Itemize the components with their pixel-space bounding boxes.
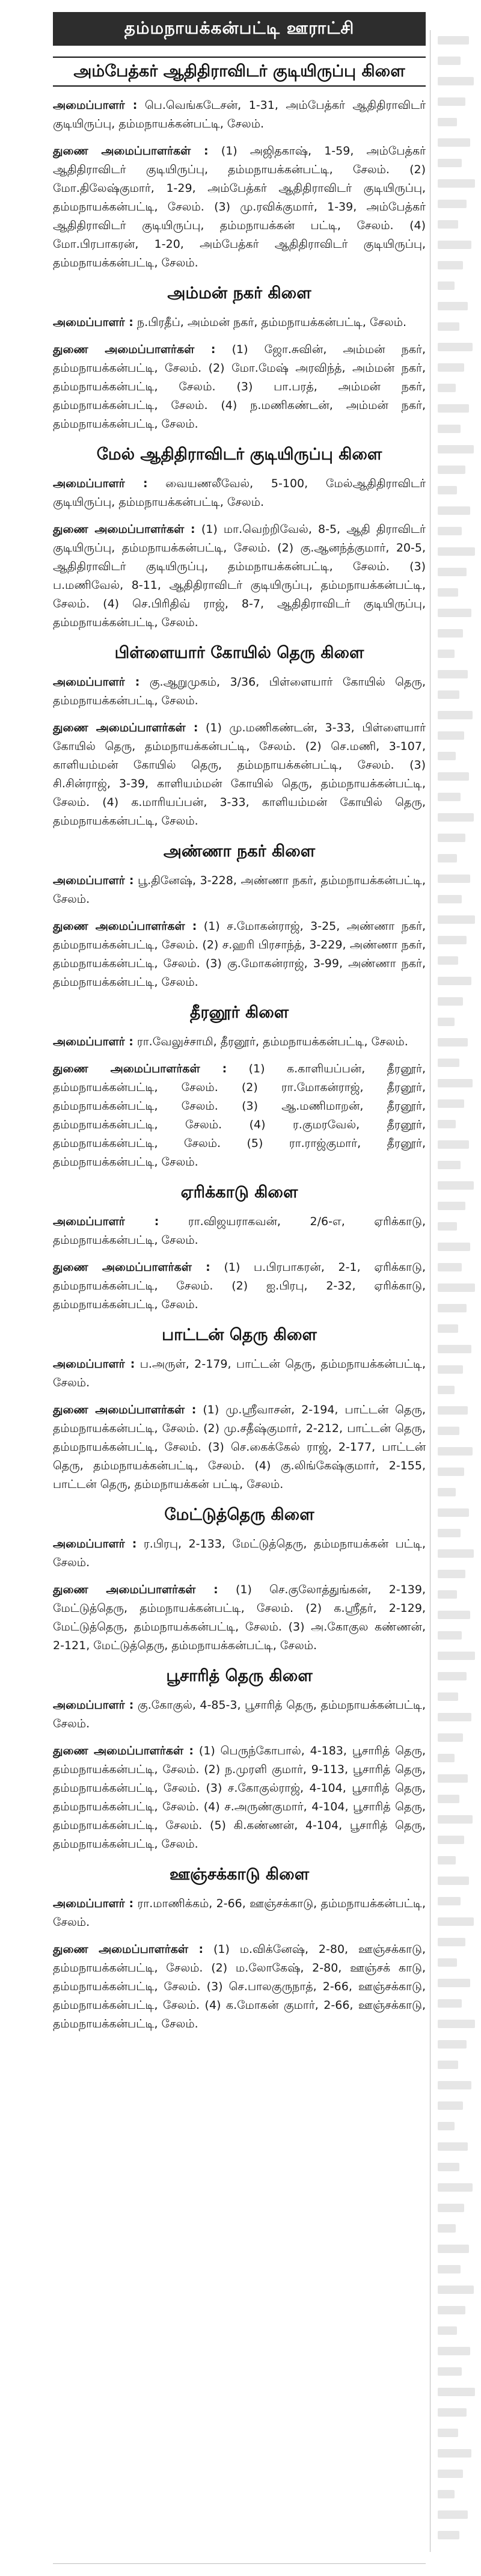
role-label: துணை அமைப்பாளர்கள் : xyxy=(53,1403,197,1416)
branch-title: மேல் ஆதிதிராவிடர் குடியிருப்பு கிளை xyxy=(96,445,382,464)
text-fragment xyxy=(438,2408,467,2417)
text-fragment xyxy=(438,2163,459,2171)
text-fragment xyxy=(438,1181,474,1190)
organizer-entry xyxy=(53,871,426,909)
text-fragment xyxy=(438,1570,465,1578)
role-label: துணை அமைப்பாளர்கள் : xyxy=(53,343,216,356)
member-details: ந.பிரதீப், அம்மன் நகர், தம்மநாயக்கன்பட்டி, சேலம். xyxy=(136,316,407,329)
organizer-entry xyxy=(53,475,426,512)
branch-section xyxy=(53,841,426,992)
organizer-entry xyxy=(53,1033,426,1051)
deputy-organizers-entry xyxy=(53,917,426,992)
text-fragment xyxy=(438,1120,456,1128)
role-label: துணை அமைப்பாளர்கள் : xyxy=(53,1744,194,1757)
text-fragment xyxy=(438,568,467,576)
text-fragment xyxy=(438,2142,468,2151)
text-fragment xyxy=(438,1774,468,1783)
text-fragment xyxy=(438,2101,463,2110)
text-fragment xyxy=(438,2490,455,2498)
text-fragment xyxy=(438,793,461,801)
member-details: கு.கோகுல், 4-85-3, பூசாரித் தெரு, தம்மநாயக்கன்பட்டி, சேலம். xyxy=(53,1698,426,1730)
branch-section xyxy=(53,643,426,831)
text-fragment xyxy=(438,813,474,822)
text-fragment xyxy=(438,1345,471,1353)
role-label: அமைப்பாளர் : xyxy=(53,1215,159,1228)
text-fragment xyxy=(438,2224,456,2233)
branch-section xyxy=(53,1864,426,2033)
member-details: ப.அருள், 2-179, பாட்டன் தெரு, தம்மநாயக்கன்பட்டி, சேலம். xyxy=(53,1357,426,1389)
deputy-organizers-entry xyxy=(53,1401,426,1494)
text-fragment xyxy=(438,302,468,310)
text-fragment xyxy=(438,936,467,944)
text-fragment xyxy=(438,2470,463,2478)
article-column xyxy=(53,12,426,2562)
role-label: துணை அமைப்பாளர்கள் : xyxy=(53,721,198,734)
text-fragment xyxy=(438,261,463,269)
member-details: (1) மு.மணிகண்டன், 3-33, பிள்ளையார் கோயில் தெரு, தம்மநாயக்கன்பட்டி, சேலம். (2) செ.மணி, 3-107, காளியம்மன் கோயில் தெரு, தம்மநாயக்கன்பட்டி, சேலம். (3) சி.சின்ராஜ், 3-39, காளியம்மன் கோயில் தெரு, தம்மநாயக்கன்பட்டி, சேலம். (4) க.மாரியப்பன், 3-33, காளியம்மன் கோயில் தெரு, தம்மநாயக்கன்பட்டி, சேலம். xyxy=(53,721,426,828)
text-fragment xyxy=(438,1263,462,1271)
text-fragment xyxy=(438,2204,464,2212)
branch-title: அண்ணா நகர் கிளை xyxy=(163,842,316,861)
panchayat-title: தம்மநாயக்கன்பட்டி ஊராட்சி xyxy=(124,17,355,38)
text-fragment xyxy=(438,2347,470,2355)
deputy-organizers-entry xyxy=(53,142,426,272)
deputy-organizers-entry xyxy=(53,1742,426,1854)
text-fragment xyxy=(438,854,457,862)
text-fragment xyxy=(438,1979,470,1987)
text-fragment xyxy=(438,1018,455,1026)
role-label: துணை அமைப்பாளர்கள் : xyxy=(53,1062,227,1075)
panchayat-header xyxy=(53,12,426,46)
text-fragment xyxy=(438,200,467,208)
deputy-organizers-entry xyxy=(53,1581,426,1655)
branch-title: அம்மன் நகர் கிளை xyxy=(167,284,311,303)
text-fragment xyxy=(438,445,474,453)
bottom-rule xyxy=(53,2563,426,2564)
text-fragment xyxy=(438,711,473,719)
text-fragment xyxy=(438,956,458,965)
text-fragment xyxy=(438,1406,468,1415)
text-fragment xyxy=(438,547,475,556)
text-fragment xyxy=(438,772,469,781)
text-fragment xyxy=(438,629,463,638)
member-details: (1) ப.பிரபாகரன், 2-1, ஏரிக்காடு, தம்மநாயக்கன்பட்டி, சேலம். (2) ஐ.பிரபு, 2-32, ஏரிக்காடு, தம்மநாயக்கன்பட்டி, சேலம். xyxy=(53,1261,426,1311)
text-fragment xyxy=(438,77,474,85)
text-fragment xyxy=(438,752,456,760)
deputy-organizers-entry xyxy=(53,1940,426,2033)
text-fragment xyxy=(438,2531,459,2539)
text-fragment xyxy=(438,57,461,65)
branch-section xyxy=(53,1182,426,1314)
deputy-organizers-entry xyxy=(53,719,426,831)
text-fragment xyxy=(438,2265,461,2273)
text-fragment xyxy=(438,875,470,883)
role-label: அமைப்பாளர் : xyxy=(53,477,148,490)
text-fragment xyxy=(438,1243,470,1251)
branch-title: அம்பேத்கர் ஆதிதிராவிடர் குடியிருப்பு கிளை xyxy=(53,57,426,87)
text-fragment xyxy=(438,2286,474,2294)
text-fragment xyxy=(438,1508,469,1517)
role-label: துணை அமைப்பாளர்கள் : xyxy=(53,523,195,536)
text-fragment xyxy=(438,1917,474,1926)
text-fragment xyxy=(438,1447,473,1456)
member-details: கு.ஆறுமுகம், 3/36, பிள்ளையார் கோயில் தெரு, தம்மநாயக்கன்பட்டி, சேலம். xyxy=(53,675,426,707)
text-fragment xyxy=(438,281,455,290)
member-details: ர.பிரபு, 2-133, மேட்டுத்தெரு, தம்மநாயக்கன் பட்டி, சேலம். xyxy=(53,1537,426,1569)
role-label: அமைப்பாளர் : xyxy=(53,1357,135,1371)
text-fragment xyxy=(438,1202,465,1210)
text-fragment xyxy=(438,179,475,188)
text-fragment xyxy=(438,2081,471,2089)
text-fragment xyxy=(438,1468,464,1476)
organizer-entry xyxy=(53,673,426,710)
organizer-entry xyxy=(53,1696,426,1733)
branch-title: ஏரிக்காடு கிளை xyxy=(180,1183,298,1202)
role-label: துணை அமைப்பாளர்கள் : xyxy=(53,1261,210,1274)
member-details: பூ.தினேஷ், 3-228, அண்ணா நகர், தம்மநாயக்கன்பட்டி, சேலம். xyxy=(53,874,426,906)
text-fragment xyxy=(438,1365,463,1374)
text-fragment xyxy=(438,1099,464,1108)
text-fragment xyxy=(438,670,468,678)
text-fragment xyxy=(438,1529,461,1537)
text-fragment xyxy=(438,1754,455,1762)
deputy-organizers-entry xyxy=(53,340,426,434)
text-fragment xyxy=(438,466,465,474)
role-label: அமைப்பாளர் : xyxy=(53,675,140,689)
text-fragment xyxy=(438,159,462,167)
text-fragment xyxy=(438,322,459,331)
text-fragment xyxy=(438,1877,469,1885)
branch-section xyxy=(53,444,426,632)
text-fragment xyxy=(438,1631,462,1640)
text-fragment xyxy=(438,384,456,392)
organizer-entry xyxy=(53,96,426,134)
branch-section xyxy=(53,283,426,434)
adjacent-column-fragment xyxy=(434,0,481,2576)
role-label: துணை அமைப்பாளர்கள் : xyxy=(53,920,197,933)
text-fragment xyxy=(438,2429,458,2437)
text-fragment xyxy=(438,118,457,126)
member-details: (1) பெருந்கோபால், 4-183, பூசாரித் தெரு, தம்மநாயக்கன்பட்டி, சேலம். (2) ந.முரளி குமார், 9-113, பூசாரித் தெரு, தம்மநாயக்கன்பட்டி, சேலம். (3) ச.கோகுல்ராஜ், 4-104, பூசாரித் தெரு, தம்மநாயக்கன்பட்டி, சேலம். (4) ச.அருண்குமார், 4-104, பூசாரித் தெரு, தம்மநாயக்கன்பட்டி, சேலம். (5) கி.கண்ணன், 4-104, பூசாரித் தெரு, தம்மநாயக்கன்பட்டி, சேலம். xyxy=(53,1744,426,1851)
role-label: துணை அமைப்பாளர்கள் : xyxy=(53,1583,218,1596)
text-fragment xyxy=(438,2326,457,2335)
role-label: அமைப்பாளர் : xyxy=(53,1897,134,1910)
branch-list xyxy=(53,57,426,2033)
text-fragment xyxy=(438,486,457,494)
role-label: அமைப்பாளர் : xyxy=(53,316,133,329)
role-label: துணை அமைப்பாளர்கள் : xyxy=(53,144,209,158)
text-fragment xyxy=(438,1222,457,1231)
branch-title: மேட்டுத்தெரு கிளை xyxy=(164,1505,314,1524)
text-fragment xyxy=(438,1283,475,1292)
text-fragment xyxy=(438,1549,474,1558)
organizer-entry xyxy=(53,1213,426,1250)
text-fragment xyxy=(438,1059,459,1067)
text-fragment xyxy=(438,2367,462,2376)
branch-title: பாட்டன் தெரு கிளை xyxy=(162,1326,317,1344)
text-fragment xyxy=(438,220,458,229)
text-fragment xyxy=(438,1713,471,1721)
deputy-organizers-entry xyxy=(53,520,426,632)
text-fragment xyxy=(438,343,473,351)
text-fragment xyxy=(438,1897,461,1905)
deputy-organizers-entry xyxy=(53,1258,426,1314)
text-fragment xyxy=(438,36,469,45)
member-details: (1) அஜிதகாஷ், 1-59, அம்பேத்கர் ஆதிதிராவிடர் குடியிருப்பு, தம்மநாயக்கன்பட்டி, சேலம். (2) மோ.திலேஷ்குமார், 1-29, அம்பேத்கர் ஆதிதிராவிடர் குடியிருப்பு, தம்மநாயக்கன்பட்டி, சேலம். (3) மு.ரவிக்குமார், 1-39, அம்பேத்கர் ஆதிதிராவிடர் குடியிருப்பு, தம்மநாயக்கன் பட்டி, சேலம். (4) மோ.பிரபாகரன், 1-20, அம்பேத்கர் ஆதிதிராவிடர் குடியிருப்பு, தம்மநாயக்கன்பட்டி, சேலம். xyxy=(53,144,426,269)
organizer-entry xyxy=(53,1895,426,1932)
text-fragment xyxy=(438,1611,470,1619)
text-fragment xyxy=(438,2122,455,2130)
branch-section xyxy=(53,1505,426,1655)
text-fragment xyxy=(438,1079,473,1087)
branch-title: ஊஞ்சக்காடு கிளை xyxy=(169,1865,310,1884)
role-label: அமைப்பாளர் : xyxy=(53,1537,137,1551)
member-details: (1) க.காளியப்பன், தீரனூர், தம்மநாயக்கன்பட்டி, சேலம். (2) ரா.மோகன்ராஜ், தீரனூர், தம்மநாயக்கன்பட்டி, சேலம். (3) ஆ.மணிமாறன், தீரனூர், தம்மநாயக்கன்பட்டி, சேலம். (4) ர.குமரவேல், தீரனூர், தம்மநாயக்கன்பட்டி, சேலம். (5) ரா.ராஜ்குமார், தீரனூர், தம்மநாயக்கன்பட்டி, சேலம். xyxy=(53,1062,426,1169)
text-fragment xyxy=(438,2388,475,2396)
text-fragment xyxy=(438,1427,459,1435)
organizer-entry xyxy=(53,1535,426,1572)
text-fragment xyxy=(438,404,469,413)
role-label: அமைப்பாளர் : xyxy=(53,99,138,112)
text-fragment xyxy=(438,1488,456,1496)
role-label: அமைப்பாளர் : xyxy=(53,874,134,887)
branch-title: பூசாரித் தெரு கிளை xyxy=(166,1667,313,1685)
member-details: (1) ஜோ.சுவின், அம்மன் நகர், தம்மநாயக்கன்பட்டி, சேலம். (2) மோ.மேஷ் அரவிந்த், அம்மன் நகர், தம்மநாயக்கன்பட்டி, சேலம். (3) பா.பரத், அம்மன் நகர், தம்மநாயக்கன்பட்டி, சேலம். (4) ந.மணிகண்டன், அம்மன் நகர், தம்மநாயக்கன்பட்டி, சேலம். xyxy=(53,343,426,431)
text-fragment xyxy=(438,527,462,535)
member-details: (1) ச.மோகன்ராஜ், 3-25, அண்ணா நகர், தம்மநாயக்கன்பட்டி, சேலம். (2) ச.ஹரி பிரசாந்த், 3-229, அண்ணா நகர், தம்மநாயக்கன்பட்டி, சேலம். (3) கு.மோகன்ராஜ், 3-99, அண்ணா நகர், தம்மநாயக்கன்பட்டி, சேலம். xyxy=(53,920,426,989)
text-fragment xyxy=(438,1161,461,1169)
text-fragment xyxy=(438,1999,462,2008)
text-fragment xyxy=(438,1590,457,1599)
text-fragment xyxy=(438,1304,467,1312)
member-details: (1) செ.குலோத்துங்கன், 2-139, மேட்டுத்தெரு, தம்மநாயக்கன்பட்டி, சேலம். (2) க.ஸ்ரீதர், 2-129, மேட்டுத்தெரு, தம்மநாயக்கன்பட்டி, சேலம். (3) அ.கோகுல கண்ணன், 2-121, மேட்டுத்தெரு, தம்மநாயக்கன்பட்டி, சேலம். xyxy=(53,1583,426,1652)
branch-title: பிள்ளையார் கோயில் தெரு கிளை xyxy=(114,644,364,662)
branch-section xyxy=(53,1325,426,1494)
branch-section xyxy=(53,1003,426,1172)
organizer-entry xyxy=(53,313,426,332)
member-details: ரா.வேலுச்சாமி, தீரனூர், தம்மநாயக்கன்பட்டி, சேலம். xyxy=(136,1035,408,1048)
text-fragment xyxy=(438,1038,468,1047)
text-fragment xyxy=(438,1958,457,1967)
text-fragment xyxy=(438,2449,471,2458)
text-fragment xyxy=(438,997,463,1006)
member-details: ரா.மாணிக்கம், 2-66, ஊஞ்சக்காடு, தம்மநாயக்கன்பட்டி, சேலம். xyxy=(53,1897,426,1929)
text-fragment xyxy=(438,977,471,985)
member-details: ரா.விஜயராகவன், 2/6-எ, ஏரிக்காடு, தம்மநாயக்கன்பட்டி, சேலம். xyxy=(53,1215,426,1247)
text-fragment xyxy=(438,690,459,699)
member-details: பெ.வெங்கடேசன், 1-31, அம்பேத்கர் ஆதிதிராவிடர் குடியிருப்பு, தம்மநாயக்கன்பட்டி, சேலம். xyxy=(53,99,426,131)
text-fragment xyxy=(438,915,475,924)
text-fragment xyxy=(438,1652,475,1660)
text-fragment xyxy=(438,2510,468,2519)
text-fragment xyxy=(438,1815,473,1824)
text-fragment xyxy=(438,1856,456,1864)
text-fragment xyxy=(438,97,465,106)
text-fragment xyxy=(438,2245,469,2253)
text-fragment xyxy=(438,138,470,147)
role-label: துணை அமைப்பாளர்கள் : xyxy=(53,1943,204,1956)
text-fragment xyxy=(438,731,464,740)
branch-section xyxy=(53,57,426,272)
member-details: (1) மா.வெற்றிவேல், 8-5, ஆதி திராவிடர் குடியிருப்பு, தம்மநாயக்கன்பட்டி, சேலம். (2) கு.ஆனந்த்குமார், 20-5, ஆதிதிராவிடர் குடியிருப்பு, தம்மநாயக்கன்பட்டி, சேலம். (3) ப.மணிவேல், 8-11, ஆதிதிராவிடர் குடியிருப்பு, தம்மநாயக்கன்பட்டி, சேலம். (4) செ.பிரிதிவ் ராஜ், 8-7, ஆதிதிராவிடர் குடியிருப்பு, தம்மநாயக்கன்பட்டி, சேலம். xyxy=(53,523,426,629)
text-fragment xyxy=(438,1672,467,1680)
text-fragment xyxy=(438,1938,465,1946)
text-fragment xyxy=(438,2020,475,2028)
text-fragment xyxy=(438,506,470,515)
text-fragment xyxy=(438,1386,455,1394)
member-details: (1) மு.ஸ்ரீவாசன், 2-194, பாட்டன் தெரு, தம்மநாயக்கன்பட்டி, சேலம். (2) மு.சதீஷ்குமார், 2-212, பாட்டன் தெரு, தம்மநாயக்கன்பட்டி, சேலம். (3) செ.கைக்கேல் ராஜ், 2-177, பாட்டன் தெரு, தம்மநாயக்கன்பட்டி, சேலம். (4) கு.லிங்கேஷ்குமார், 2-155, பாட்டன் தெரு, தம்மநாயக்கன் பட்டி, சேலம். xyxy=(53,1403,426,1491)
text-fragment xyxy=(438,1836,464,1844)
branch-section xyxy=(53,1666,426,1854)
deputy-organizers-entry xyxy=(53,1060,426,1172)
text-fragment xyxy=(438,1733,463,1742)
organizer-entry xyxy=(53,1355,426,1392)
text-fragment xyxy=(438,1795,459,1803)
member-details: (1) ம.விக்னேஷ், 2-80, ஊஞ்சக்காடு, தம்மநாயக்கன்பட்டி, சேலம். (2) ம.லோகேஷ், 2-80, ஊஞ்சக் காடு, தம்மநாயக்கன்பட்டி, சேலம். (3) செ.பாலகுருநாத், 2-66, ஊஞ்சக்காடு, தம்மநாயக்கன்பட்டி, சேலம். (4) க.மோகன் குமார், 2-66, ஊஞ்சக்காடு, தம்மநாயக்கன்பட்டி, சேலம். xyxy=(53,1943,426,2030)
text-fragment xyxy=(438,241,471,249)
text-fragment xyxy=(438,1140,469,1149)
text-fragment xyxy=(438,1324,458,1333)
text-fragment xyxy=(438,834,465,842)
text-fragment xyxy=(438,895,462,903)
text-fragment xyxy=(438,2040,467,2049)
text-fragment xyxy=(438,2183,473,2192)
text-fragment xyxy=(438,588,458,597)
text-fragment xyxy=(438,1692,458,1701)
branch-title: தீரனூர் கிளை xyxy=(189,1003,289,1022)
text-fragment xyxy=(438,650,455,658)
text-fragment xyxy=(438,2061,458,2069)
text-fragment xyxy=(438,2306,465,2314)
text-fragment xyxy=(438,363,464,372)
role-label: அமைப்பாளர் : xyxy=(53,1698,134,1712)
member-details: வையணலீவேல், 5-100, மேல்ஆதிதிராவிடர் குடியிருப்பு, தம்மநாயக்கன்பட்டி, சேலம். xyxy=(53,477,426,509)
role-label: அமைப்பாளர் : xyxy=(53,1035,133,1048)
text-fragment xyxy=(438,425,461,433)
text-fragment xyxy=(438,609,471,617)
